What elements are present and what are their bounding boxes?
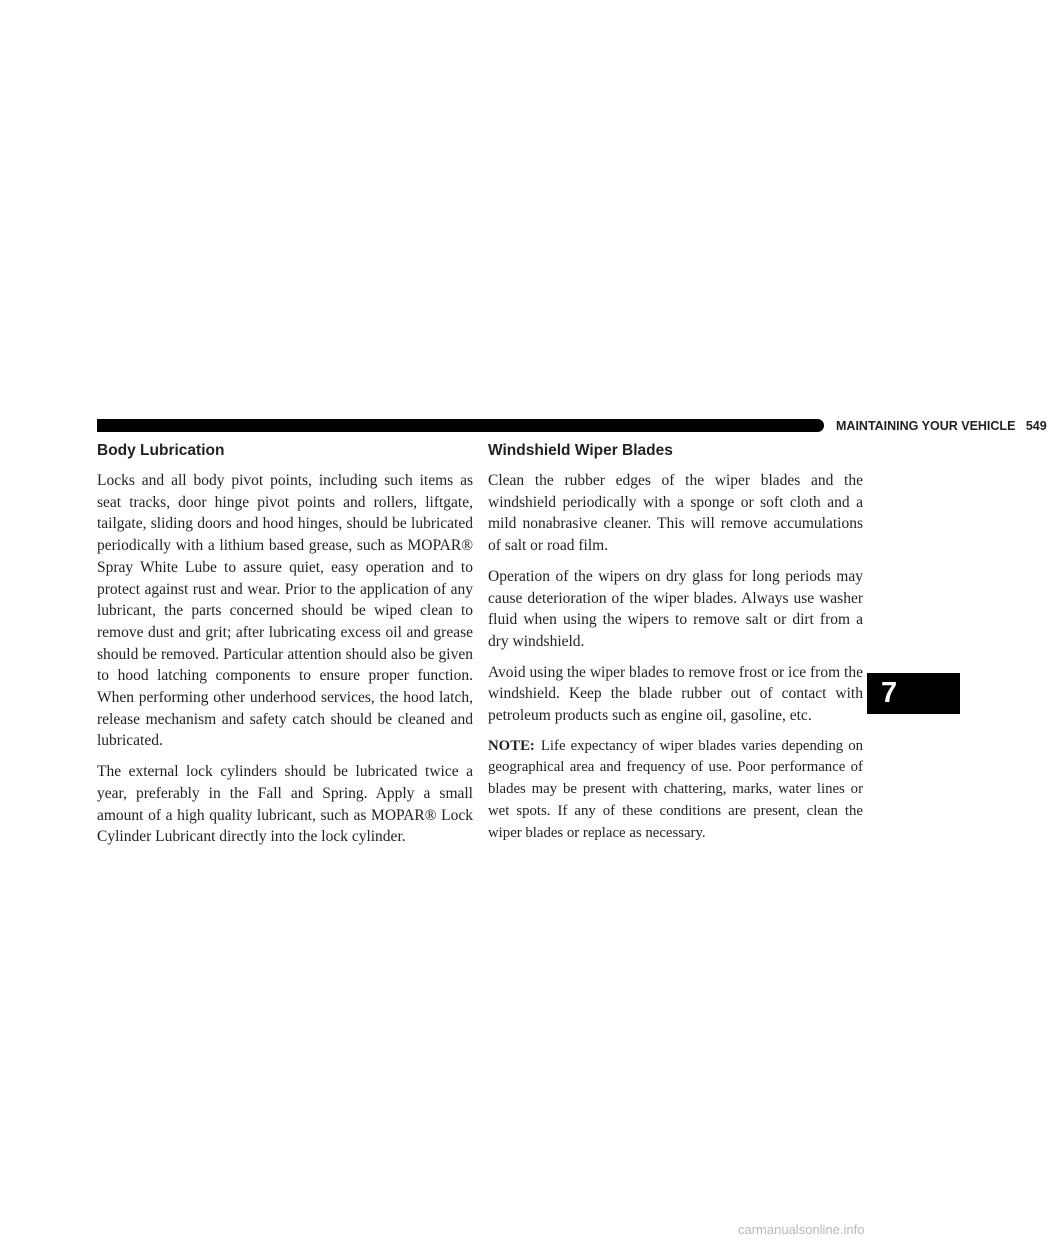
body-lubrication-heading: Body Lubrication <box>97 442 225 459</box>
section-title: MAINTAINING YOUR VEHICLE <box>836 419 1016 433</box>
left-column <box>97 441 473 857</box>
watermark: carmanualsonline.info <box>738 1222 865 1237</box>
body-lubrication-paragraph-1: Locks and all body pivot points, including such items as seat tracks, door hinge pivot points and rollers, liftgate, tailgate, sliding doors and hood hinges, should be lubricated periodically with a lithium based grease, such as MOPAR® Spray White Lube to assure quiet, easy operation and to protect against rust and wear. Prior to the application of any lubricant, the parts concerned should be wiped clean to remove dust and grit; after lubricating excess oil and grease should be removed. Particular attention should also be given to hood latching components to ensure proper function. When performing other underhood services, the hood latch, release mechanism and safety catch should be cleaned and lubricated. <box>97 472 473 750</box>
right-column <box>488 441 863 853</box>
wiper-blades-paragraph-2: Operation of the wipers on dry glass for long periods may cause deterioration of the wiper blades. Always use washer fluid when using the wipers to remove salt or dirt from a dry windshield. <box>488 567 863 650</box>
wiper-blades-heading: Windshield Wiper Blades <box>488 442 673 459</box>
note-paragraph <box>488 736 863 845</box>
running-header <box>836 418 1047 434</box>
chapter-number: 7 <box>881 677 898 709</box>
body-lubrication-paragraph-2: The external lock cylinders should be lubricated twice a year, preferably in the Fall and Spring. Apply a small amount of a high quality lubricant, such as MOPAR® Lock Cylinder Lubricant directly into the lock cylinder. <box>97 763 473 846</box>
chapter-tab <box>867 673 960 714</box>
wiper-blades-paragraph-3: Avoid using the wiper blades to remove frost or ice from the windshield. Keep the blade rubber out of contact with petroleum products such as engine oil, gasoline, etc. <box>488 663 863 725</box>
note-label: NOTE: <box>488 737 535 754</box>
note-text: Life expectancy of wiper blades varies depending on geographical area and frequency of use. Poor performance of blades may be present with chattering, marks, water lines or wet spots. If any of these conditions are present, clean the wiper blades or replace as necessary. <box>488 737 863 841</box>
header-rule <box>97 419 824 432</box>
page-number: 549 <box>1025 419 1047 433</box>
wiper-blades-paragraph-1: Clean the rubber edges of the wiper blades and the windshield periodically with a sponge or soft cloth and a mild nonabrasive cleaner. This will remove accumulations of salt or road film. <box>488 472 863 555</box>
